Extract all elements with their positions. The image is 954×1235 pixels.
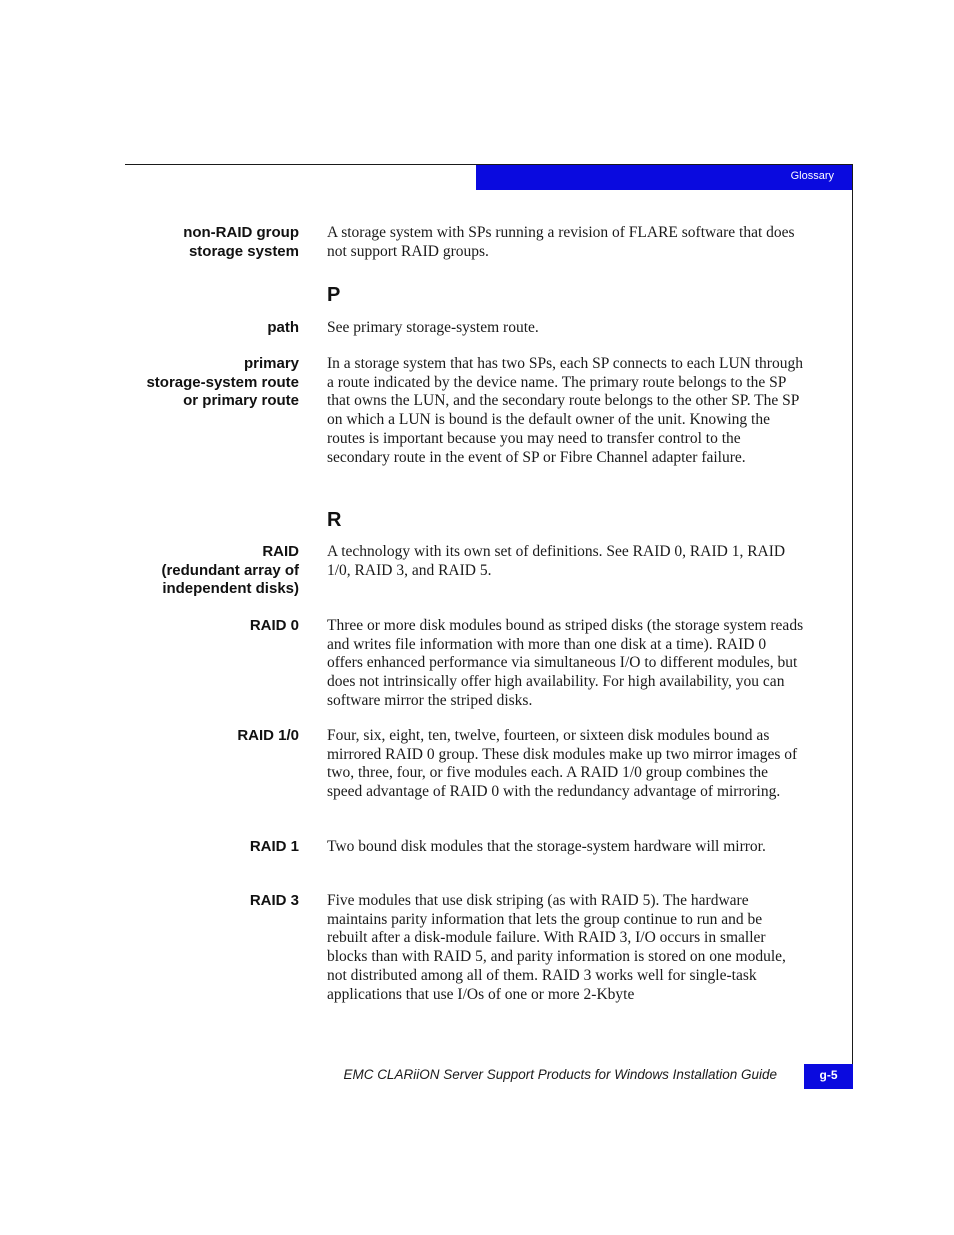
page-number-tab — [804, 1064, 853, 1089]
glossary-term: RAID 1/0 — [237, 727, 299, 744]
glossary-term: primary storage-system route or primary route — [146, 355, 299, 410]
letter-heading-r: R — [327, 509, 342, 531]
glossary-term: path — [267, 319, 299, 336]
glossary-definition: Three or more disk modules bound as striped disks (the storage system reads and writes file information with more than one disk at a time). RAID 0 offers enhanced performance via simultaneous I/O to different modules, but does not intrinsically offer high availability. For high availability, you can software mirror the striped disks. — [327, 617, 804, 709]
glossary-definition: Five modules that use disk striping (as with RAID 5). The hardware maintains parity information that lets the group continue to run and be rebuilt after a disk-module failure. With RAID 3, I/O occurs in smaller blocks than with RAID 5, and parity information is stored on one module, not distributed among all of them. RAID 3 works well for single-task applications that use I/Os of one or more 2-Kbyte — [327, 892, 786, 1003]
glossary-term: RAID 3 — [249, 892, 299, 909]
glossary-definition: See primary storage-system route. — [327, 319, 539, 336]
section-label: Glossary — [790, 170, 834, 182]
section-header-bar — [476, 165, 852, 190]
glossary-term: RAID (redundant array of independent disks) — [161, 543, 299, 598]
glossary-term: RAID 1 — [249, 838, 299, 855]
glossary-definition: A storage system with SPs running a revision of FLARE software that does not support RAID groups. — [327, 224, 795, 260]
glossary-definition: A technology with its own set of definitions. See RAID 0, RAID 1, RAID 1/0, RAID 3, and RAID 5. — [327, 543, 786, 579]
right-margin-rule — [852, 164, 853, 1089]
glossary-definition: Two bound disk modules that the storage-system hardware will mirror. — [327, 838, 766, 855]
glossary-term: RAID 0 — [249, 617, 299, 634]
glossary-definition: In a storage system that has two SPs, each SP connects to each LUN through a route indicated by the device name. The primary route belongs to the SP that owns the LUN, and the secondary route belongs to the other SP. The SP on which a LUN is bound is the default owner of the unit. Knowing the routes is important because you may need to transfer control to the secondary route in the event of SP or Fibre Channel adapter failure. — [327, 355, 803, 466]
glossary-term: non-RAID group storage system — [183, 224, 299, 260]
page-number: g-5 — [819, 1068, 838, 1082]
letter-heading-p: P — [327, 284, 341, 306]
glossary-definition: Four, six, eight, ten, twelve, fourteen, or sixteen disk modules bound as mirrored RAID 0 group. These disk modules make up two mirror images of two, three, four, or five modules each. A RAID 1/0 group combines the speed advantage of RAID 0 with the redundancy advantage of mirroring. — [327, 727, 798, 801]
footer-document-title: EMC CLARiiON Server Support Products for Windows Installation Guide — [343, 1067, 777, 1082]
